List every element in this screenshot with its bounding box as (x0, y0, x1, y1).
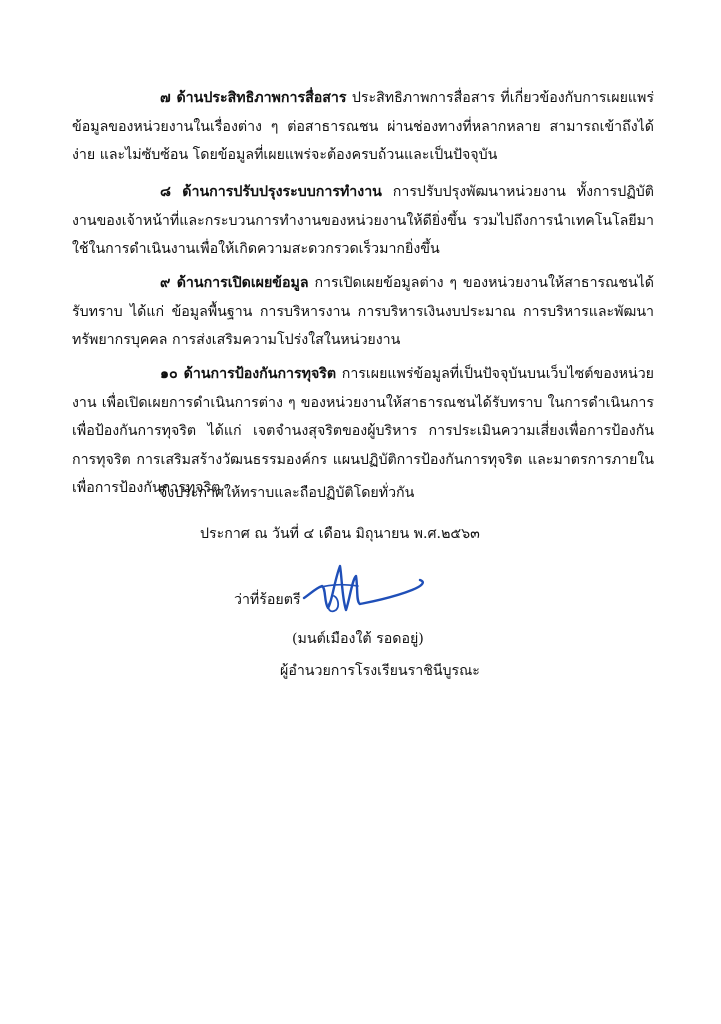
section-8-paragraph (72, 178, 654, 264)
section-7-body: ประสิทธิภาพการสื่อสาร ที่เกี่ยวข้องกับการเผยแพร่ข้อมูลของหน่วยงานในเรื่องต่าง ๆ ต่อสาธารณชน ผ่านช่องทางที่หลากหลาย สามารถเข้าถึงได้ง่าย และไม่ซับซ้อน โดยข้อมูลที่เผยแพร่จะต้องครบถ้วนและเป็นปัจจุบัน (72, 90, 655, 163)
section-9 (72, 269, 654, 355)
signature-strokes (304, 566, 423, 611)
section-7-heading: ๗ ด้านประสิทธิภาพการสื่อสาร (160, 90, 347, 106)
section-7 (72, 84, 654, 170)
section-9-heading: ๙ ด้านการเปิดเผยข้อมูล (160, 275, 309, 291)
signer-rank: ว่าที่ร้อยตรี (234, 592, 301, 608)
section-8-body: การปรับปรุงพัฒนาหน่วยงาน ทั้งการปฏิบัติงานของเจ้าหน้าที่และกระบวนการทำงานของหน่วยงานให้ดียิ่งขึ้น รวมไปถึงการนำเทคโนโลยีมาใช้ในการดำเนินงานเพื่อให้เกิดความสะดวกรวดเร็วมากยิ่งขึ้น (72, 184, 654, 257)
section-8 (72, 178, 654, 264)
signature-stroke-loop (328, 596, 338, 611)
announcement-line: จึงประกาศให้ทราบและถือปฏิบัติโดยทั่วกัน (159, 485, 415, 501)
signer-position: ผู้อำนวยการโรงเรียนราชินีบูรณะ (280, 663, 480, 679)
signer-name: (มนต์เมืองใต้ รอดอยู่) (292, 631, 424, 647)
section-9-paragraph (72, 269, 654, 355)
section-8-heading: ๘ ด้านการปรับปรุงระบบการทำงาน (160, 184, 382, 200)
date-line: ประกาศ ณ วันที่ ๔ เดือน มิถุนายน พ.ศ.๒๕๖๓ (200, 526, 480, 542)
section-7-paragraph (72, 84, 654, 170)
section-10-body: การเผยแพร่ข้อมูลที่เป็นปัจจุบันบนเว็บไซต์ของหน่วยงาน เพื่อเปิดเผยการดำเนินการต่าง ๆ ของหน่วยงานให้สาธารณชนได้รับทราบ ในการดำเนินการเพื่อป้องกันการทุจริต ได้แก่ เจตจำนงสุจริตของผู้บริหาร การประเมินความเสี่ยงเพื่อการป้องกันการทุจริต การเสริมสร้างวัฒนธรรมองค์กร แผนปฏิบัติการป้องกันการทุจริต และมาตรการภายในเพื่อการป้องกันการทุจริต (72, 366, 654, 496)
section-9-body: การเปิดเผยข้อมูลต่าง ๆ ของหน่วยงานให้สาธารณชนได้รับทราบ ได้แก่ ข้อมูลพื้นฐาน การบริหารงาน การบริหารเงินงบประมาณ การบริหารและพัฒนาทรัพยากรบุคคล การส่งเสริมความโปร่งใสในหน่วยงาน (72, 275, 654, 348)
handwritten-signature (300, 558, 430, 620)
signature-stroke-main (304, 566, 423, 610)
section-10-heading: ๑๐ ด้านการป้องกันการทุจริต (160, 366, 337, 382)
